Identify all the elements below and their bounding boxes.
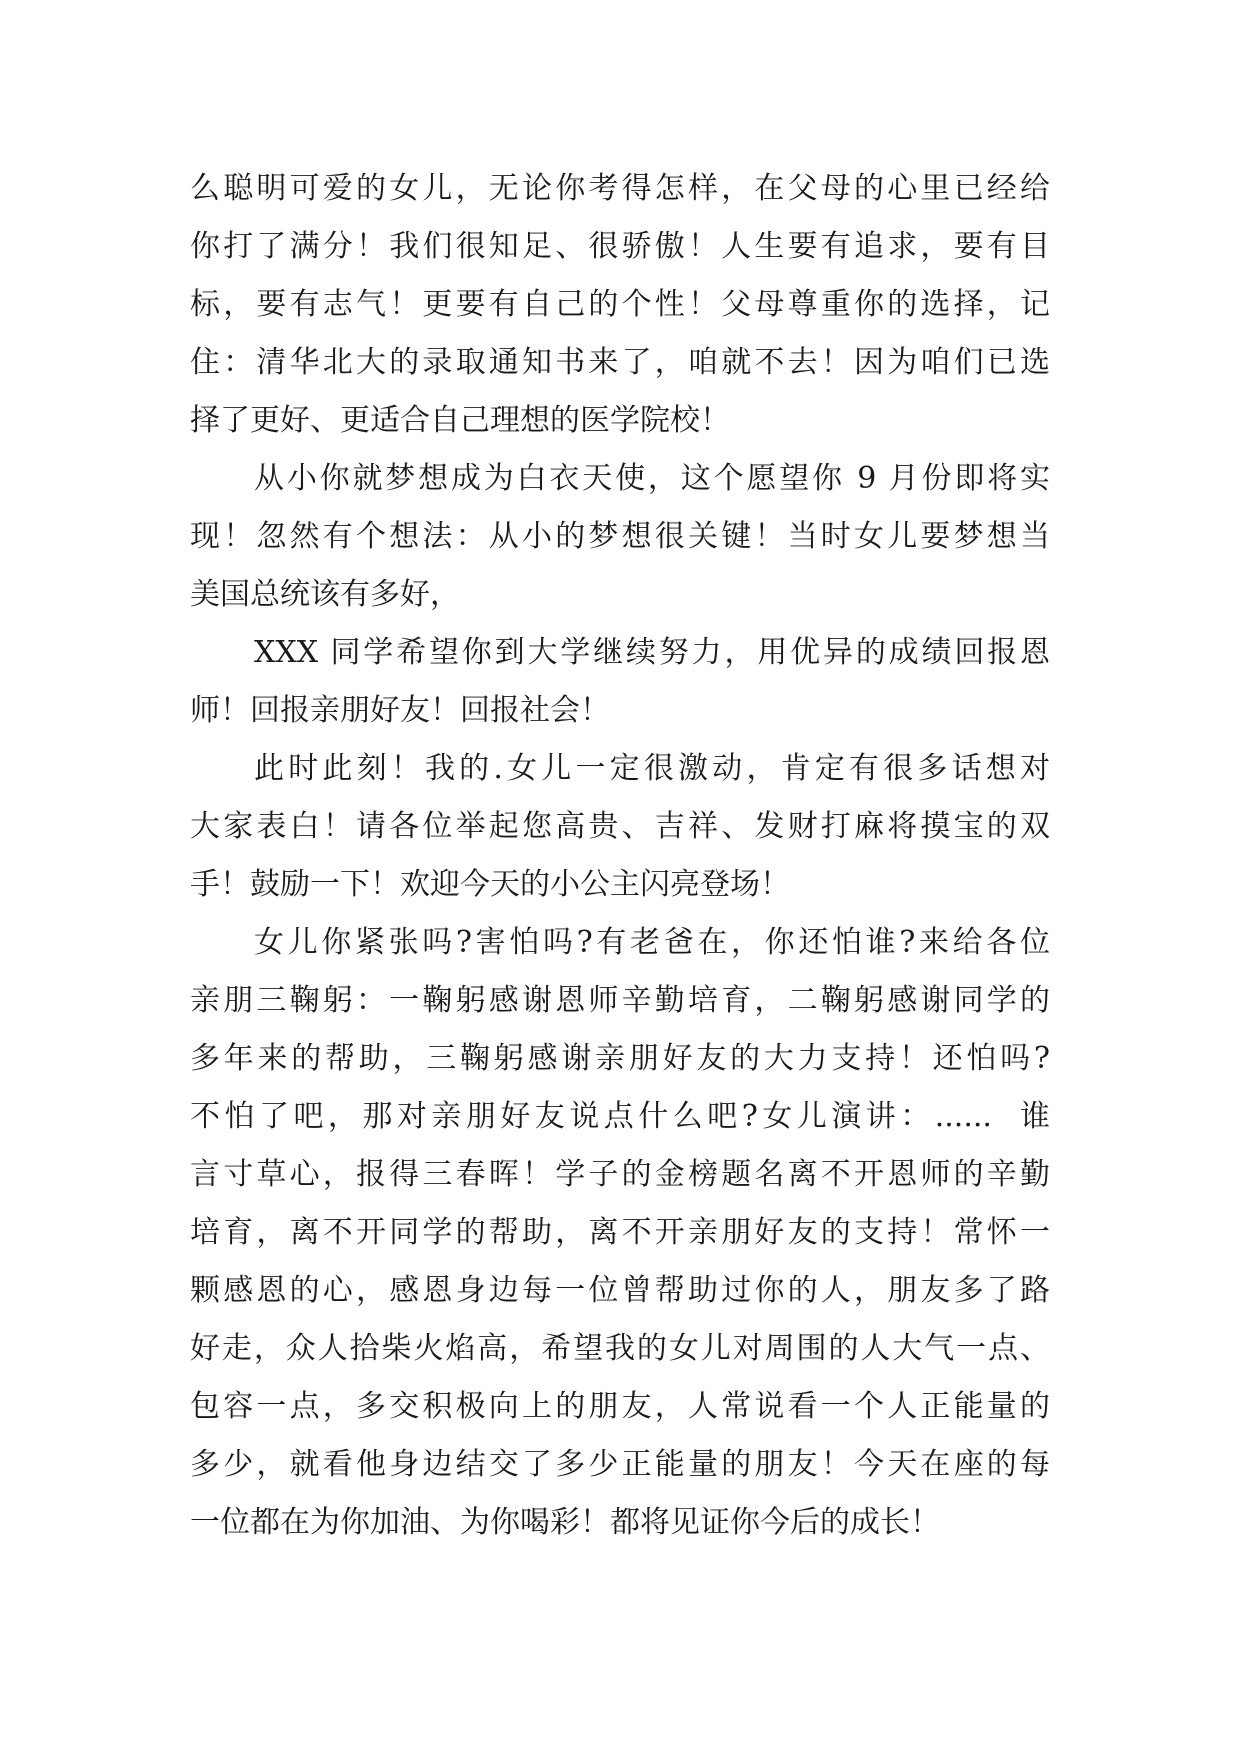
text-line: 一位都在为你加油、为你喝彩！都将见证你今后的成长！ — [190, 1505, 940, 1540]
text-line: 标，要有志气！更要有自己的个性！父母尊重你的选择，记 — [190, 287, 1050, 322]
body-text — [190, 160, 1050, 1552]
text-line: 不怕了吧，那对亲朋好友说点什么吧?女儿演讲：...... 谁 — [190, 1099, 1050, 1134]
text-line: 师！回报亲朋好友！回报社会！ — [190, 693, 610, 728]
text-line: 包容一点，多交积极向上的朋友，人常说看一个人正能量的 — [190, 1389, 1050, 1424]
text-line: 择了更好、更适合自己理想的医学院校！ — [190, 403, 730, 438]
text-line: 颗感恩的心，感恩身边每一位曾帮助过你的人，朋友多了路 — [190, 1273, 1050, 1308]
text-line: 手！鼓励一下！欢迎今天的小公主闪亮登场！ — [190, 867, 790, 902]
paragraph — [190, 160, 1050, 450]
text-line: 你打了满分！我们很知足、很骄傲！人生要有追求，要有目 — [190, 229, 1050, 264]
text-line: 女儿你紧张吗?害怕吗?有老爸在，你还怕谁?来给各位 — [254, 925, 1050, 960]
text-line: 多少，就看他身边结交了多少正能量的朋友！今天在座的每 — [190, 1447, 1050, 1482]
text-line: 现！忽然有个想法：从小的梦想很关键！当时女儿要梦想当 — [190, 519, 1050, 554]
text-line: 大家表白！请各位举起您高贵、吉祥、发财打麻将摸宝的双 — [190, 809, 1050, 844]
text-line: 多年来的帮助，三鞠躬感谢亲朋好友的大力支持！还怕吗? — [190, 1041, 1050, 1076]
text-line: XXX 同学希望你到大学继续努力，用优异的成绩回报恩 — [254, 635, 1050, 670]
paragraph — [190, 450, 1050, 624]
text-line: 此时此刻！我的.女儿一定很激动，肯定有很多话想对 — [254, 751, 1050, 786]
text-line: 从小你就梦想成为白衣天使，这个愿望你 9 月份即将实 — [254, 461, 1050, 496]
text-line: 么聪明可爱的女儿，无论你考得怎样，在父母的心里已经给 — [190, 171, 1050, 206]
paragraph — [190, 624, 1050, 740]
paragraph — [190, 914, 1050, 1552]
text-line: 好走，众人拾柴火焰高，希望我的女儿对周围的人大气一点、 — [190, 1331, 1050, 1366]
paragraph — [190, 740, 1050, 914]
text-line: 言寸草心，报得三春晖！学子的金榜题名离不开恩师的辛勤 — [190, 1157, 1050, 1192]
text-line: 住：清华北大的录取通知书来了，咱就不去！因为咱们已选 — [190, 345, 1050, 380]
text-line: 亲朋三鞠躬：一鞠躬感谢恩师辛勤培育，二鞠躬感谢同学的 — [190, 983, 1050, 1018]
text-line: 美国总统该有多好， — [190, 577, 460, 612]
text-line: 培育，离不开同学的帮助，离不开亲朋好友的支持！常怀一 — [190, 1215, 1050, 1250]
